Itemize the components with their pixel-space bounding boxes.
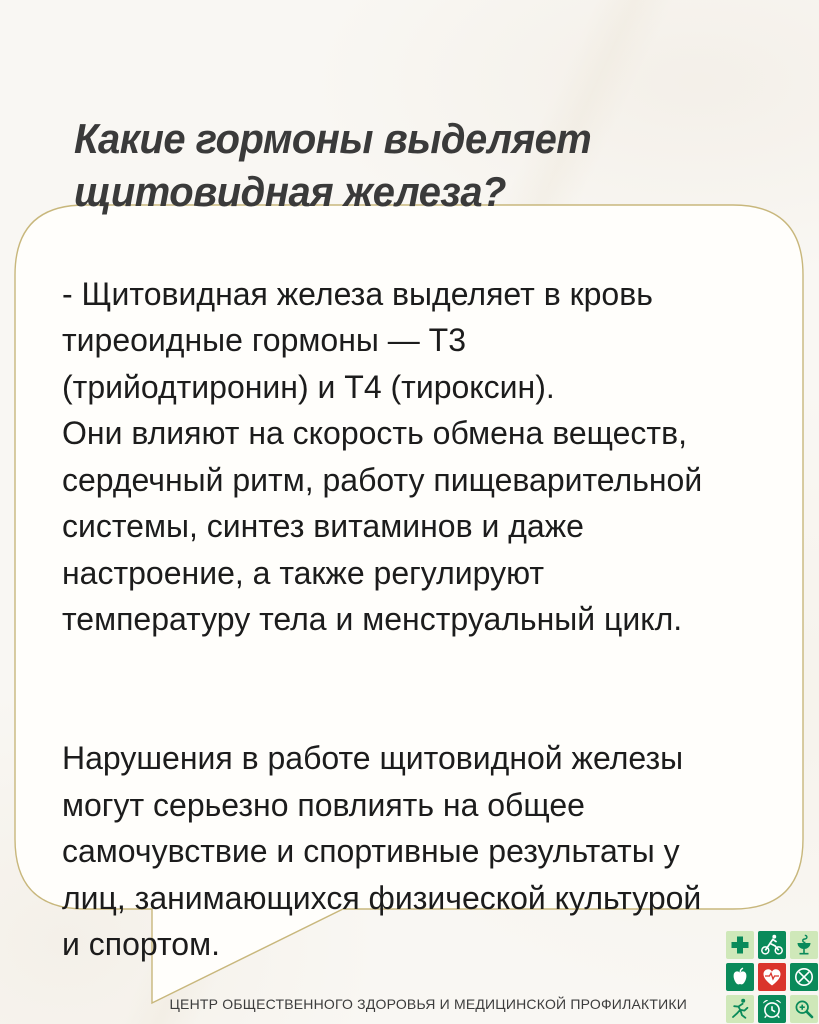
apple-icon <box>728 965 752 989</box>
page-title: Какие гормоны выделяет щитовидная железа? <box>74 115 592 216</box>
logo-tile <box>758 995 786 1023</box>
magnifier-plus-icon <box>792 997 816 1021</box>
cyclist-icon <box>760 933 784 957</box>
medical-cross-icon <box>728 933 752 957</box>
bubble-paragraph-1: - Щитовидная железа выделяет в кровь тиреоидные гормоны — Т3 (трийодтиронин) и Т4 (тироксин). Они влияют на скорость обмена веществ, сердечный ритм, работу пищеварительной системы, синтез витаминов и даже настроение, а также регулируют температуру тела и менструальный цикл. <box>62 275 703 637</box>
logo-grid <box>726 931 818 1023</box>
heart-pulse-icon <box>760 965 784 989</box>
logo-tile <box>790 995 818 1023</box>
bubble-text <box>62 224 794 1014</box>
logo-tile <box>726 931 754 959</box>
logo-tile <box>726 963 754 991</box>
crossed-circle-icon <box>792 965 816 989</box>
bubble-paragraph-2: Нарушения в работе щитовидной железы могут серьезно повлиять на общее самочувствие и спортивные результаты у лиц, занимающихся физической культурой и спортом. <box>62 740 702 962</box>
logo-tile <box>790 963 818 991</box>
logo-tile <box>758 963 786 991</box>
logo-tile <box>758 931 786 959</box>
logo-tile <box>790 931 818 959</box>
footer-org-name: ЦЕНТР ОБЩЕСТВЕННОГО ЗДОРОВЬЯ И МЕДИЦИНСКОЙ ПРОФИЛАКТИКИ <box>169 996 687 1012</box>
pharmacy-bowl-icon <box>792 933 816 957</box>
alarm-clock-icon <box>760 997 784 1021</box>
logo-tile <box>726 995 754 1023</box>
runner-icon <box>728 997 752 1021</box>
